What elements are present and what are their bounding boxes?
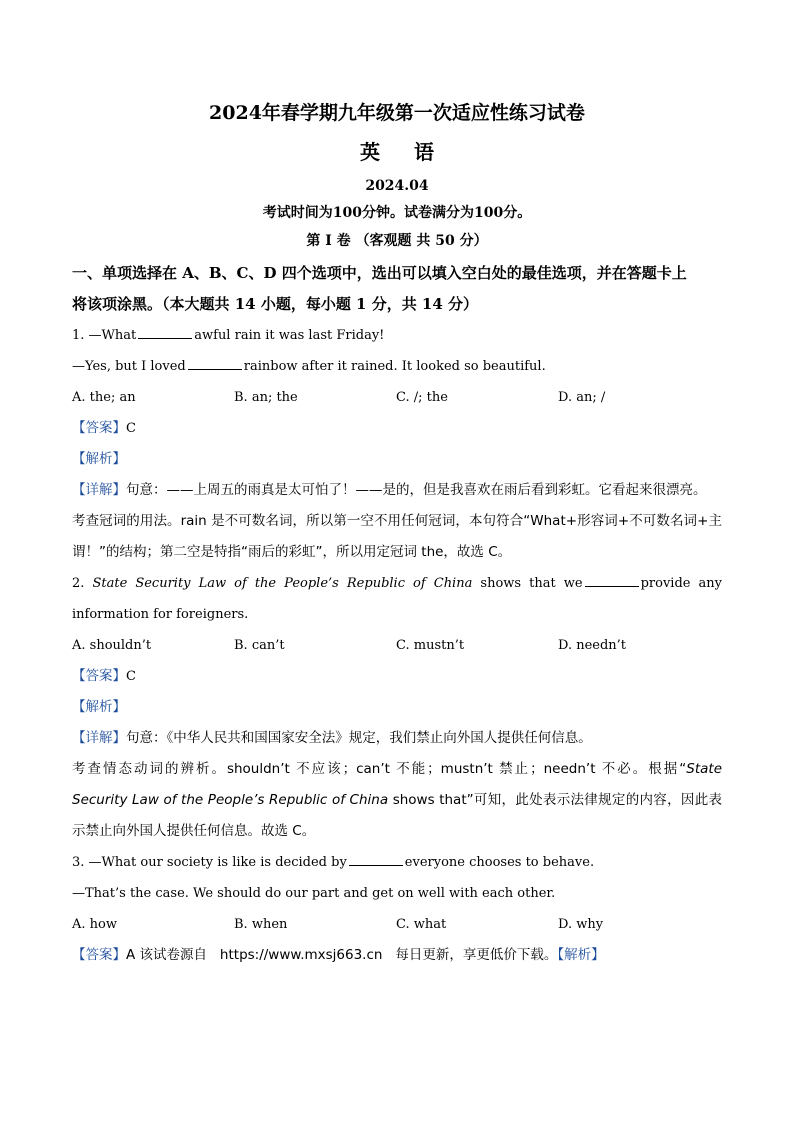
q2-option-a: A. shouldn’t xyxy=(72,638,152,653)
answer-label: 【答案】 xyxy=(72,947,126,963)
q2-explanation xyxy=(72,754,722,847)
q3-blank xyxy=(349,853,403,866)
q1-option-a: A. the; an xyxy=(72,390,136,405)
q2-detail xyxy=(72,723,722,754)
q2-law-name: State Security Law of the People’s Republic of China xyxy=(92,576,473,591)
answer-label: 【答案】 xyxy=(72,668,126,684)
q3-promo-text: 每日更新，享更低价下载。 xyxy=(395,947,558,963)
subject-title: 英语 xyxy=(360,140,468,164)
q1-blank-2 xyxy=(188,357,242,370)
q3-text-a: 3. —What our society is like is decided by xyxy=(72,855,347,870)
section-title xyxy=(72,258,722,320)
q2-blank xyxy=(585,574,639,587)
analysis-label: 【解析】 xyxy=(72,451,126,467)
q3-text-b: everyone chooses to behave. xyxy=(404,855,595,870)
q2-explain-law: State Security Law of the People’s Republic of China xyxy=(72,761,722,808)
detail-label: 【详解】 xyxy=(72,730,126,746)
q3-option-b: B. when xyxy=(234,917,288,932)
q3-option-d: D. why xyxy=(558,917,604,932)
q1-detail-text: 句意：——上周五的雨真是太可怕了！——是的，但是我喜欢在雨后看到彩虹。它看起来很漂亮。 xyxy=(126,482,707,498)
q2-detail-text: 句意：《中华人民共和国国家安全法》规定，我们禁止向外国人提供任何信息。 xyxy=(126,730,592,746)
q1-options xyxy=(72,382,722,413)
q1-analysis xyxy=(72,444,722,475)
q1-text-d: rainbow after it rained. It looked so beautiful. xyxy=(243,359,546,374)
q3-stem-line1 xyxy=(72,847,722,878)
q1-text-b: awful rain it was last Friday! xyxy=(194,328,385,343)
q1-stem-line2 xyxy=(72,351,722,382)
q2-stem xyxy=(72,568,722,630)
q1-blank-1 xyxy=(138,326,192,339)
q1-stem-line1 xyxy=(72,320,722,351)
q2-option-b: B. can’t xyxy=(234,638,285,653)
detail-label: 【详解】 xyxy=(72,482,126,498)
q2-option-c: C. mustn’t xyxy=(396,638,465,653)
part-title: 第 I 卷 （客观题 共 50 分） xyxy=(306,233,488,249)
q2-explain-a: 考查情态动词的辨析。shouldn’t 不应该；can’t 不能；mustn’t 禁止；needn’t 不必。根据“ xyxy=(72,761,687,777)
q3-options xyxy=(72,909,722,940)
q1-explanation: 考查冠词的用法。rain 是不可数名词，所以第一空不用任何冠词，本句符合“What+形容词+不可数名词+主谓！”的结构；第二空是特指“雨后的彩虹”，所以用定冠词 the，故选 C。 xyxy=(72,513,722,560)
exam-info: 考试时间为100分钟。试卷满分为100分。 xyxy=(262,205,532,221)
q1-option-d: D. an; / xyxy=(558,390,606,405)
q2-text-line2: foreigners. xyxy=(176,607,249,622)
section-title-line2: 将该项涂黑。（本大题共 14 小题，每小题 1 分，共 14 分） xyxy=(72,295,479,313)
source-link[interactable]: https://www.mxsj663.cn xyxy=(219,947,383,963)
q2-options xyxy=(72,630,722,661)
q1-answer xyxy=(72,413,722,444)
q3-stem-line2: —That’s the case. We should do our part and get on well with each other. xyxy=(72,886,556,901)
q2-num: 2. xyxy=(72,576,85,591)
q2-analysis xyxy=(72,692,722,723)
q1-detail xyxy=(72,475,722,506)
q2-answer-value: C xyxy=(126,669,136,684)
q2-text-mid: shows that we xyxy=(480,576,583,591)
q2-explain-b: shows that”可知，此处表示法律规定的内容，因此表示禁止向外国人提供任何信息。故选 C。 xyxy=(72,792,722,839)
q1-option-c: C. /; the xyxy=(396,390,448,405)
q3-source-text: 该试卷源自 xyxy=(139,947,208,963)
q3-answer xyxy=(72,940,722,971)
q1-text-c: —Yes, but I loved xyxy=(72,359,186,374)
exam-page xyxy=(72,96,722,971)
q2-answer xyxy=(72,661,722,692)
exam-title: 2024年春学期九年级第一次适应性练习试卷 xyxy=(209,102,585,124)
q1-option-b: B. an; the xyxy=(234,390,298,405)
section-title-line1: 一、单项选择在 A、B、C、D 四个选项中，选出可以填入空白处的最佳选项，并在答题卡上 xyxy=(72,264,687,282)
q3-option-a: A. how xyxy=(72,917,117,932)
q1-answer-value: C xyxy=(126,421,136,436)
analysis-label: 【解析】 xyxy=(557,947,605,963)
q3-option-c: C. what xyxy=(396,917,447,932)
q2-text-end: provide any information for xyxy=(72,576,722,622)
exam-date: 2024.04 xyxy=(365,178,429,194)
q3-answer-value: A xyxy=(126,947,136,963)
answer-label: 【答案】 xyxy=(72,420,126,436)
q2-option-d: D. needn’t xyxy=(558,638,627,653)
q1-text-a: 1. —What xyxy=(72,328,137,343)
analysis-label: 【解析】 xyxy=(72,699,126,715)
